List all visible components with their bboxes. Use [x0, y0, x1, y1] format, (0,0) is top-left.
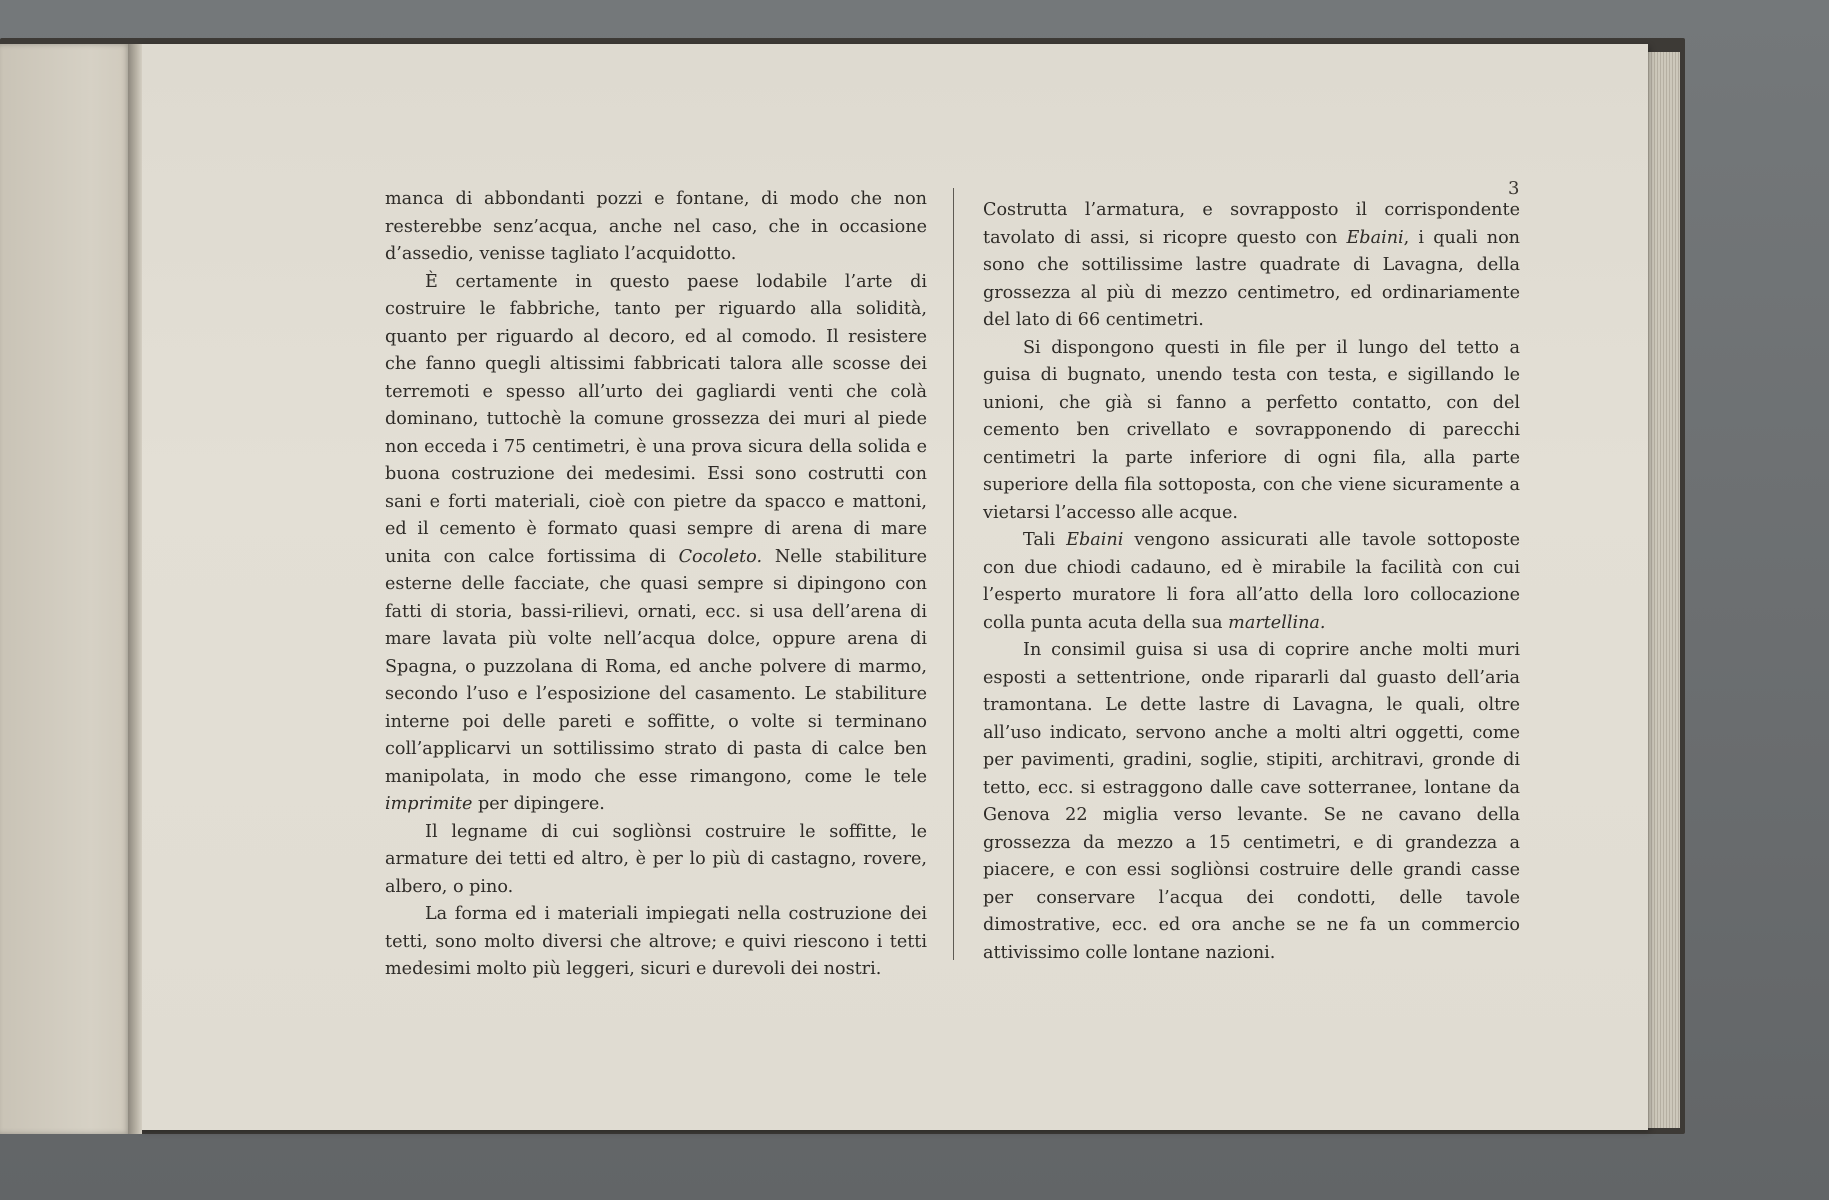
- paragraph: [385, 269, 927, 819]
- italic-term: Cocoleto.: [678, 546, 763, 567]
- italic-term: Ebaini: [1346, 227, 1404, 248]
- italic-term: imprimite: [385, 794, 473, 814]
- italic-term: Ebaini: [1066, 530, 1124, 550]
- book-gutter: [128, 44, 142, 1134]
- text-segment: , i quali non sono che sottilissime lastre quadrate di Lavagna, della grossezza al più di mezzo centimetro, ed ordinariamente del lato di 66 centimetri.: [983, 227, 1520, 330]
- paragraph: [385, 819, 927, 902]
- text-segment: per dipingere.: [472, 794, 605, 814]
- paragraph: [983, 197, 1520, 335]
- text-segment: Tali: [1023, 530, 1067, 550]
- text-segment: Costrutta l’armatura, e sovrapposto il corrispondente tavolato di assi, si ricopre questo con: [983, 200, 1520, 248]
- page-number: 3: [1508, 178, 1520, 199]
- text-segment: È certamente in questo paese lodabile l’arte di costruire le fabbriche, tanto per riguardo alla solidità, quanto per riguardo al decoro, ed al comodo. Il resistere che fanno quegli altissimi fabbricati talora alle scosse dei terremoti e spesso all’urto dei gagliardi venti che colà dominano, tuttochè la comune grossezza dei muri al piede non ecceda i 75 centimetri, è una prova sicura della solida e buona costruzione dei medesimi. Essi sono costrutti con sani e forti materiali, cioè con pietre da spacco e mattoni, ed il cemento è formato quasi sempre di arena di mare unita con calce fortissima di: [385, 271, 927, 567]
- text-segment: Il legname di cui sogliònsi costruire le soffitte, le armature dei tetti ed altro, è per lo più di castagno, rovere, albero, o pino.: [385, 821, 927, 897]
- paragraph: [983, 637, 1520, 967]
- paragraph: [385, 901, 927, 984]
- text-segment: Nelle stabiliture esterne delle facciate, che quasi sempre si dipingono con fatti di storia, bassi-rilievi, ornati, ecc. si usa dell’arena di mare lavata più volte nell’acqua dolce, oppure arena di Spagna, o puzzolana di Roma, ed anche polvere di marmo, secondo l’uso e l’esposizione del casamento. Le stabiliture interne poi delle pareti e soffitte, o volte si terminano coll’applicarvi un sottilissimo strato di pasta di calce ben manipolata, in modo che esse rimangono, come le tele: [385, 546, 927, 787]
- text-segment: In consimil guisa si usa di coprire anche molti muri esposti a settentrione, onde ripararli dal guasto dell’aria tramontana. Le dette lastre di Lavagna, le quali, oltre all’uso indicato, servono anche a molti altri oggetti, come per pavimenti, gradini, soglie, stipiti, architravi, gronde di tetto, ecc. si estraggono dalle cave sotterranee, lontane da Genova 22 miglia verso levante. Se ne cavano della grossezza da mezzo a 15 centimetri, e di grandezza a piacere, e con essi sogliònsi costruire delle grandi casse per conservare l’acqua dei condotti, delle tavole dimostrative, ecc. ed ora anche se ne fa un commercio attivissimo colle lontane nazioni.: [983, 640, 1520, 963]
- text-segment: vengono assicurati alle tavole sottoposte con due chiodi cadauno, ed è mirabile la facilità con cui l’esperto muratore li fora all’atto della loro collocazione colla punta acuta della sua: [983, 530, 1520, 633]
- paragraph: [385, 186, 927, 269]
- column-divider: [953, 188, 954, 960]
- paragraph: [983, 335, 1520, 528]
- text-segment: manca di abbondanti pozzi e fontane, di modo che non resterebbe senz’acqua, anche nel caso, che in occasione d’assedio, venisse tagliato l’acquidotto.: [385, 189, 927, 264]
- paragraph: [983, 527, 1520, 637]
- text-segment: Si dispongono questi in file per il lungo del tetto a guisa di bugnato, unendo testa con testa, e sigillando le unioni, che già si fanno a perfetto contatto, con del cemento ben crivellato e sovrapponendo di parecchi centimetri la parte inferiore di ogni fila, alla parte superiore della fila sottoposta, con che viene sicuramente a vietarsi l’accesso alle acque.: [983, 337, 1520, 523]
- left-page-edge: [0, 44, 130, 1134]
- italic-term: martellina.: [1228, 612, 1326, 633]
- text-segment: La forma ed i materiali impiegati nella costruzione dei tetti, sono molto diversi che altrove; e quivi riescono i tetti medesimi molto più leggeri, sicuri e durevoli dei nostri.: [385, 904, 927, 979]
- right-text-column: [983, 197, 1520, 967]
- left-text-column: [385, 186, 927, 984]
